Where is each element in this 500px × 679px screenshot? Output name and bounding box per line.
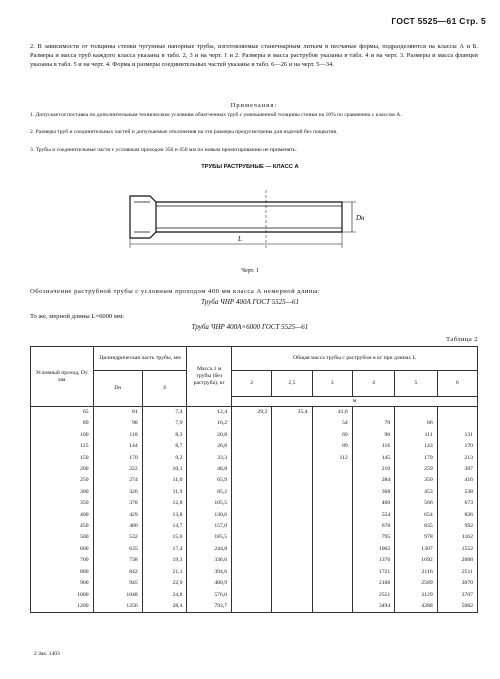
table-cell — [312, 510, 352, 521]
table-cell: 5082 — [437, 601, 477, 613]
table-cell — [232, 453, 272, 464]
table-cell: 21,1 — [142, 567, 187, 578]
table-cell: 2168 — [352, 578, 394, 589]
table-cell: 978 — [395, 532, 437, 543]
table-cell: 300 — [31, 487, 94, 498]
paragraph-3: 3. Трубы и соединительные части с условным проходом 350 и 450 мм по новым проектированию не применять. — [30, 147, 297, 153]
table-cell — [232, 475, 272, 486]
table-cell: 394,6 — [187, 567, 232, 578]
table-cell: 144 — [93, 441, 142, 452]
table-cell: 145 — [352, 453, 394, 464]
table-cell: 538 — [437, 487, 477, 498]
header-length: 2,5 — [272, 371, 312, 397]
table-cell: 143 — [395, 441, 437, 452]
table-cell: 157,0 — [187, 521, 232, 532]
table-cell — [272, 567, 312, 578]
table-cell — [312, 555, 352, 566]
table-cell: 8,7 — [142, 441, 187, 452]
table-cell: 1721 — [352, 567, 394, 578]
page-header: ГОСТ 5525—61 Стр. 5 — [391, 16, 486, 26]
table-cell: 453 — [395, 487, 437, 498]
table-cell: 416 — [437, 475, 477, 486]
header-cylindrical-part: Цилиндрическая часть трубы, мм — [93, 347, 187, 371]
header-total-mass: Общая масса трубы с раструбом в кг при длинах L — [232, 347, 478, 371]
table-cell: 2116 — [395, 567, 437, 578]
table-cell: 150 — [31, 453, 94, 464]
table-cell: 12,4 — [187, 407, 232, 419]
table-cell: 54 — [312, 418, 352, 429]
table-row — [31, 418, 478, 429]
table-cell: 29,2 — [232, 407, 272, 419]
table-cell: 48,8 — [187, 464, 232, 475]
table-cell — [437, 407, 477, 419]
table-cell: 213 — [437, 453, 477, 464]
designation-text-2: То же, мерной длины L=6000 мм: — [30, 313, 125, 320]
table-cell: 350 — [395, 475, 437, 486]
table-cell: 1048 — [93, 590, 142, 601]
table-cell — [232, 464, 272, 475]
table-cell — [272, 532, 312, 543]
table-cell: 450 — [31, 521, 94, 532]
table-row — [31, 532, 478, 543]
table-cell: 3494 — [352, 601, 394, 613]
table-cell: 9,2 — [142, 453, 187, 464]
table-cell: 98 — [93, 418, 142, 429]
table-cell: 284 — [352, 475, 394, 486]
table-cell: 1307 — [395, 544, 437, 555]
table-cell: 1552 — [437, 544, 477, 555]
table-row — [31, 498, 478, 509]
table-cell: 13,8 — [142, 510, 187, 521]
header-nominal-size: Условный проход, Dу мм — [31, 347, 94, 407]
table-cell — [312, 532, 352, 543]
table-cell: 368 — [352, 487, 394, 498]
table-cell: 16,2 — [187, 418, 232, 429]
table-cell: 65 — [31, 407, 94, 419]
table-cell — [272, 464, 312, 475]
table-cell: 26,8 — [187, 441, 232, 452]
table-cell: 7,4 — [142, 407, 187, 419]
table-cell: 65,9 — [187, 475, 232, 486]
table-cell: 20,8 — [187, 430, 232, 441]
table-cell — [272, 498, 312, 509]
table-cell: 2008 — [437, 555, 477, 566]
table-cell — [272, 441, 312, 452]
table-cell — [272, 510, 312, 521]
table-cell: 24,8 — [142, 590, 187, 601]
table-cell: 11,9 — [142, 487, 187, 498]
table-cell: 4288 — [395, 601, 437, 613]
table-cell: 793,7 — [187, 601, 232, 613]
table-cell — [272, 475, 312, 486]
table-cell: 3070 — [437, 578, 477, 589]
table-cell — [312, 487, 352, 498]
table-cell: 112 — [312, 453, 352, 464]
table-cell: 111 — [395, 430, 437, 441]
table-cell: 336,6 — [187, 555, 232, 566]
table-cell: 35,4 — [272, 407, 312, 419]
table-row — [31, 521, 478, 532]
table-cell — [312, 475, 352, 486]
table-cell: 10,1 — [142, 464, 187, 475]
table-row — [31, 590, 478, 601]
table-cell: 1256 — [93, 601, 142, 613]
header-mass-per-meter: Масса 1 м трубы (без раструба), кг — [187, 347, 232, 407]
table-cell: 378 — [93, 498, 142, 509]
table-cell: 105,5 — [187, 498, 232, 509]
table-cell — [232, 590, 272, 601]
pipe-drawing — [100, 182, 400, 262]
table-cell: 170 — [93, 453, 142, 464]
table-row — [31, 555, 478, 566]
table-cell: 69 — [312, 430, 352, 441]
pipe-barrel — [156, 202, 342, 232]
pipe-dimensions-table — [30, 346, 478, 613]
table-cell: 70 — [352, 418, 394, 429]
designation-formula-1: Труба ЧНР 400А ГОСТ 5525—61 — [201, 298, 299, 306]
table-row — [31, 407, 478, 419]
table-cell — [272, 418, 312, 429]
table-cell: 500 — [31, 532, 94, 543]
table-cell: 222 — [93, 464, 142, 475]
table-cell: 170 — [437, 441, 477, 452]
table-row — [31, 601, 478, 613]
table-cell: 41,6 — [312, 407, 352, 419]
header-length: 3 — [312, 371, 352, 397]
table-cell — [312, 498, 352, 509]
table-cell: 210 — [352, 464, 394, 475]
table-cell: 532 — [93, 532, 142, 543]
table-cell — [232, 498, 272, 509]
header-length: 4 — [352, 371, 394, 397]
table-cell: 326 — [93, 487, 142, 498]
table-cell: 992 — [437, 521, 477, 532]
table-cell: 350 — [31, 498, 94, 509]
table-cell: 90 — [352, 430, 394, 441]
table-cell: 1692 — [395, 555, 437, 566]
table-cell — [232, 510, 272, 521]
table-cell: 200 — [31, 464, 94, 475]
table-cell — [232, 521, 272, 532]
table-row — [31, 578, 478, 589]
table-cell: 738 — [93, 555, 142, 566]
table-cell — [232, 567, 272, 578]
table-cell: 554 — [352, 510, 394, 521]
table-cell — [272, 487, 312, 498]
table-cell — [232, 555, 272, 566]
table-cell — [272, 590, 312, 601]
table-cell: 259 — [395, 464, 437, 475]
table-cell: 2551 — [352, 590, 394, 601]
note-1: 1. Допускается поставка по дополнительным техническим условиям облегченных труб с уменьшенной толщины стенки на 10% по сравнению с классом А. — [30, 112, 402, 118]
table-cell — [272, 521, 312, 532]
table-cell: 19,3 — [142, 555, 187, 566]
table-cell: 179 — [395, 453, 437, 464]
table-cell — [437, 418, 477, 429]
table-cell: 480 — [93, 521, 142, 532]
table-cell: 118 — [93, 430, 142, 441]
paragraph-2: 2. В зависимости от толщины стенки чугунные напорные трубы, изготовляемые станочнарным литьем в песчаные формы, подразделяются на классы А и Б. Размеры и масса труб каждого класса указаны в табл. 2, 3 и на черт. 1 и 2. Размеры и масса раструбов указаны в табл. 4 и на черт. 3. Размеры и масса фланцев указаны в табл. 5 и на черт. 4. Форма и размеры соединительных частей указаны в табл. 6—26 и на черт. 5—34. — [30, 43, 478, 68]
header-length: 6 — [437, 371, 477, 397]
table-cell: 17,4 — [142, 544, 187, 555]
table-cell: 81 — [93, 407, 142, 419]
table-cell — [312, 464, 352, 475]
table-cell — [312, 521, 352, 532]
table-row — [31, 464, 478, 475]
table-cell: 900 — [31, 578, 94, 589]
table-cell — [232, 532, 272, 543]
table-cell: 22,9 — [142, 578, 187, 589]
header-wall-thickness: S — [142, 371, 187, 407]
table-cell — [272, 453, 312, 464]
table-cell: 33,3 — [187, 453, 232, 464]
table-cell: 2511 — [437, 567, 477, 578]
header-unit-m: м — [232, 397, 478, 407]
header-length: 2 — [232, 371, 272, 397]
table-cell: 600 — [31, 544, 94, 555]
table-cell: 15,6 — [142, 532, 187, 543]
table-cell: 429 — [93, 510, 142, 521]
table-cell: 842 — [93, 567, 142, 578]
table-row — [31, 441, 478, 452]
table-cell: 28,4 — [142, 601, 187, 613]
table-cell: 1062 — [352, 544, 394, 555]
table-cell — [272, 430, 312, 441]
table-cell: 800 — [31, 567, 94, 578]
table-row — [31, 453, 478, 464]
table-cell: 130,6 — [187, 510, 232, 521]
table-row — [31, 544, 478, 555]
table-cell: 100 — [31, 430, 94, 441]
table-cell: 3129 — [395, 590, 437, 601]
table-cell: 826 — [437, 510, 477, 521]
notes-title: Примечания: — [230, 102, 278, 109]
table-cell — [312, 578, 352, 589]
table-cell: 635 — [93, 544, 142, 555]
table-cell: 307 — [437, 464, 477, 475]
table-cell: 274 — [93, 475, 142, 486]
table-cell — [312, 544, 352, 555]
table-cell — [352, 407, 394, 419]
table-cell: 945 — [93, 578, 142, 589]
length-label: L — [238, 235, 242, 243]
table-cell — [232, 578, 272, 589]
table-cell: 566 — [395, 498, 437, 509]
table-cell — [232, 441, 272, 452]
table-cell: 12,8 — [142, 498, 187, 509]
header-outer-diameter: Dн — [93, 371, 142, 407]
table-cell — [312, 601, 352, 613]
table-cell: 250 — [31, 475, 94, 486]
table-cell: 80 — [31, 418, 94, 429]
table-cell — [232, 430, 272, 441]
table-cell: 835 — [395, 521, 437, 532]
table-cell — [272, 555, 312, 566]
table-row — [31, 487, 478, 498]
table-cell: 86 — [395, 418, 437, 429]
table-cell: 14,7 — [142, 521, 187, 532]
table-cell: 1000 — [31, 590, 94, 601]
table-cell: 2589 — [395, 578, 437, 589]
table-label: Таблица 2 — [446, 336, 478, 343]
figure-caption: Черт. 1 — [241, 268, 259, 274]
table-cell — [232, 487, 272, 498]
table-cell: 125 — [31, 441, 94, 452]
table-cell: 1162 — [437, 532, 477, 543]
designation-formula-2: Труба ЧНР 400А×6000 ГОСТ 5525—61 — [191, 323, 309, 331]
table-cell: 116 — [352, 441, 394, 452]
table-row — [31, 510, 478, 521]
table-cell: 700 — [31, 555, 94, 566]
diameter-label: Dн — [356, 214, 365, 222]
table-cell: 1200 — [31, 601, 94, 613]
table-row — [31, 430, 478, 441]
header-length: 5 — [395, 371, 437, 397]
table-cell: 673 — [437, 498, 477, 509]
table-cell: 8,3 — [142, 430, 187, 441]
table-cell — [272, 544, 312, 555]
table-cell: 3707 — [437, 590, 477, 601]
table-cell: 85,2 — [187, 487, 232, 498]
table-cell — [232, 601, 272, 613]
designation-text-1: Обозначение раструбной трубы с условным проходом 400 мм класса А немерной длины: — [30, 288, 321, 295]
table-cell: 89 — [312, 441, 352, 452]
table-cell: 244,8 — [187, 544, 232, 555]
table-cell: 185,5 — [187, 532, 232, 543]
table-cell: 131 — [437, 430, 477, 441]
table-cell — [272, 601, 312, 613]
table-cell: 795 — [352, 532, 394, 543]
table-cell — [272, 578, 312, 589]
page-footer: 2 Зак. 1403 — [34, 651, 60, 657]
table-cell — [312, 590, 352, 601]
table-cell — [312, 567, 352, 578]
table-cell: 654 — [395, 510, 437, 521]
table-cell: 460 — [352, 498, 394, 509]
table-row — [31, 475, 478, 486]
figure-title: ТРУБЫ РАСТРУБНЫЕ — КЛАСС А — [201, 164, 299, 170]
note-2: 2. Размеры труб и соединительных частей и допускаемые отклонения на эти размеры предусмотрены для изделий без покрытия. — [30, 129, 338, 135]
table-cell: 480,9 — [187, 578, 232, 589]
table-cell: 7,9 — [142, 418, 187, 429]
table-row — [31, 567, 478, 578]
table-cell: 400 — [31, 510, 94, 521]
table-cell: 678 — [352, 521, 394, 532]
table-cell: 576,0 — [187, 590, 232, 601]
table-cell: 11,0 — [142, 475, 187, 486]
table-cell: 1376 — [352, 555, 394, 566]
table-cell — [232, 418, 272, 429]
table-cell — [232, 544, 272, 555]
table-cell — [395, 407, 437, 419]
